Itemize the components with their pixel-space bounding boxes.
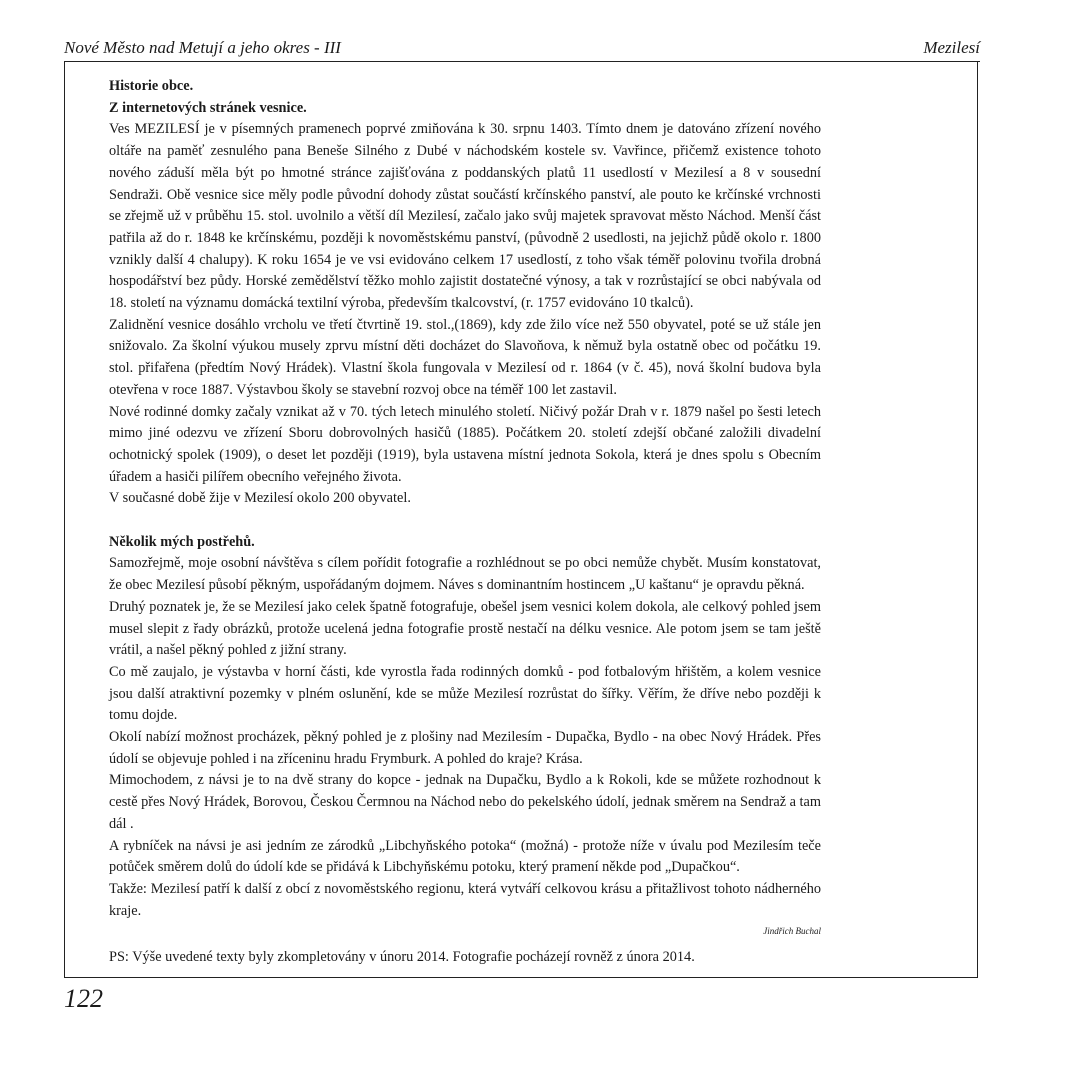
paragraph: Co mě zaujalo, je výstavba v horní části, kde vyrostla řada rodinných domků - pod fotbalovým hřištěm, a kolem vesnice jsou další atraktivní pozemky v plném oslunění, kde se může Mezilesí rozrůstat do šířky. Věřím, že dříve nebo později k tomu dojde. [109, 663, 821, 724]
section-title-history: Historie obce. [109, 78, 194, 94]
paragraph: Okolí nabízí možnost procházek, pěkný pohled je z plošiny nad Mezilesím - Dupačka, Bydlo - na obec Nový Hrádek. Přes údolí se objevuje pohled i na zříceninu hradu Frymburk. A pohled do kraje? Krása. [109, 729, 821, 767]
paragraph: Mimochodem, z návsi je to na dvě strany do kopce - jednak na Dupačku, Bydlo a k Rokoli, kde se můžete rozhodnout k cestě přes Nový Hrádek, Borovou, Českou Čermnou na Náchod nebo do pekelského údolí, jednak směrem na Sendraž a tam dál . [109, 772, 821, 832]
paragraph: A rybníček na návsi je asi jedním ze zárodků „Libchyňského potoka“ (možná) - protože níže v úvalu pod Mezilesím teče potůček směrem dolů do údolí kde se přidává k Libchyňskému potoku, který pramení někde pod „Dupačkou“. [109, 837, 821, 876]
paragraph: Druhý poznatek je, že se Mezilesí jako celek špatně fotografuje, obešel jsem vesnici kolem dokola, ale celkový pohled jsem musel slepit z řady obrázků, protože ucelená jedna fotografie prostě nestačí na délku vesnice. Ale potom jsem se tam ještě vrátil, a našel pěkný pohled z jižní strany. [109, 598, 821, 659]
running-header-title: Nové Město nad Metují a jeho okres - III [64, 38, 341, 57]
paragraph: Nové rodinné domky začaly vznikat až v 70. tých letech minulého století. Ničivý požár Drah v r. 1879 našel po šesti letech mimo jiné odezvu ve zřízení Sboru dobrovolných hasičů (1885). Počátkem 20. století zdejší občané založili divadelní ochotnický spolek (1909), o deset let později (1919), byla ustavena místní jednota Sokola, která je dnes spolu s Obecním úřadem a hasiči pilířem obecního veřejného života. [109, 403, 821, 485]
section-title-observations: Několik mých postřehů. [109, 533, 255, 550]
paragraph: Samozřejmě, moje osobní návštěva s cílem pořídit fotografie a rozhlédnout se po obci nemůže chybět. Musím konstatovat, že obec Mezilesí působí pěkným, uspořádaným dojmem. Náves s dominantním hostincem „U kaštanu“ je opravdu pěkná. [109, 555, 821, 594]
article-body [109, 76, 821, 938]
paragraph: Zalidnění vesnice dosáhlo vrcholu ve třetí čtvrtině 19. stol.,(1869), kdy zde žilo více než 550 obyvatel, poté se už stále jen snižovalo. Za školní výukou musely zprvu místní děti docházet do Slavoňova, k němuž byla ostatně obec od počátku 19. stol. přifařena (předtím Nový Hrádek). Vlastní škola fungovala v Mezilesí od r. 1864 (v č. 45), nová školní budova byla otevřena v roce 1887. Výstavbou školy se stavební rozvoj obce na téměř 100 let zastavil. [109, 316, 821, 398]
page-number: 122 [64, 984, 103, 1013]
postscript-note: PS: Výše uvedené texty byly zkompletovány v únoru 2014. Fotografie pocházejí rovněž z února 2014. [109, 949, 695, 965]
author-signature: Jindřich Buchal [763, 926, 821, 937]
section-gap [109, 510, 821, 532]
paragraph: V současné době žije v Mezilesí okolo 200 obyvatel. [109, 490, 411, 507]
running-header-section: Mezilesí [923, 38, 980, 57]
section-subtitle-source: Z internetových stránek vesnice. [109, 99, 307, 116]
paragraph: Takže: Mezilesí patří k další z obcí z novoměstského regionu, která vytváří celkovou krásu a přitažlivost tohoto nádherného kraje. [109, 881, 821, 919]
paragraph: Ves MEZILESÍ je v písemných pramenech poprvé zmiňována k 30. srpnu 1403. Tímto dnem je datováno zřízení nového oltáře na paměť zesnulého pana Beneše Silného z Dubé v náchodském kostele sv. Vavřince, přičemž existence tohoto nového záduší měla být po hmotné stránce zajišťována z poddanských platů 11 usedlostí v Mezilesí a 8 v sousední Sendraži. Obě vesnice sice měly podle původní dohody zůstat součástí krčínského panství, ale pouto ke krčínské vrchnosti se zřejmě už v průběhu 15. stol. uvolnilo a větší díl Mezilesí, začalo jako svůj majetek spravovat město Náchod. Menší část patřila až do r. 1848 ke krčínskému, později k novoměstskému panství, (původně 2 usedlosti, na jejichž půdě okolo r. 1800 vznikly další 4 chalupy). K roku 1654 je ve vsi evidováno celkem 17 usedlostí, z toho však téměř polovinu tvořila drobná hospodářství bez půdy. Horské zemědělství těžko mohlo zajistit dostatečné výnosy, a tak v rozrůstající se obci nabývala od 18. století na významu domácká textilní výroba, především tkalcovství, (r. 1757 evidováno 10 tkalců). [109, 121, 821, 312]
